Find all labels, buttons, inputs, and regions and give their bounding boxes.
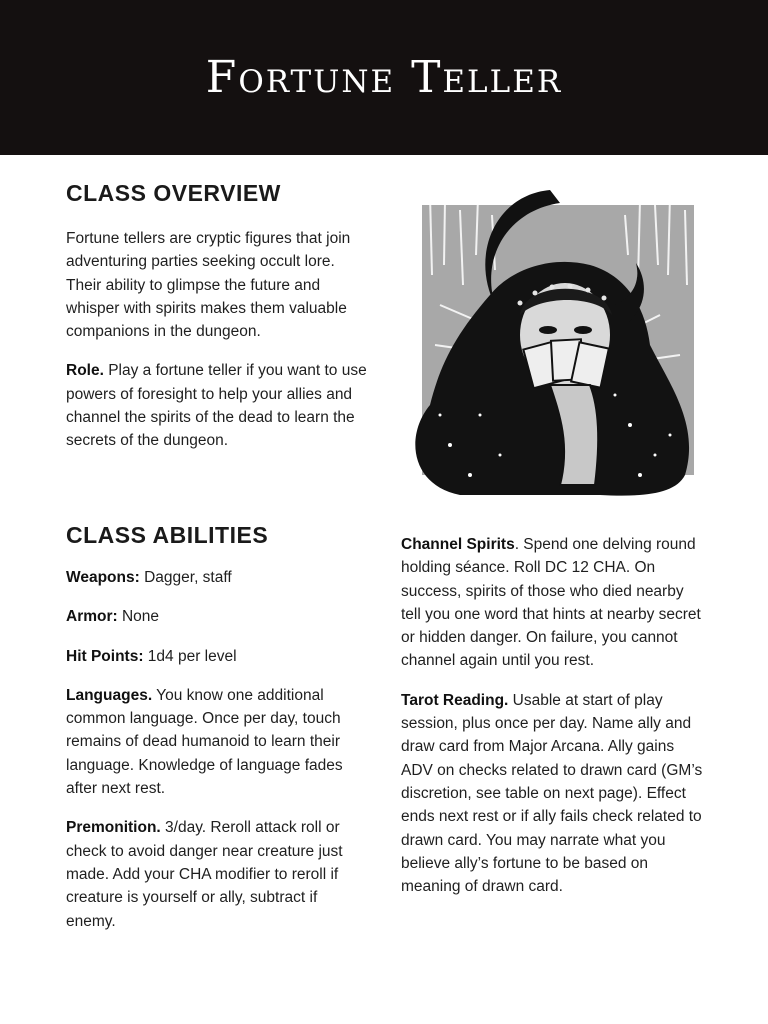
weapons-label: Weapons: [66, 569, 140, 586]
page-header [0, 0, 768, 155]
languages-paragraph [66, 684, 370, 800]
channel-spirits-label: Channel Spirits [401, 536, 515, 553]
role-text: Play a fortune teller if you want to use powers of foresight to help your allies and channel the spirits of the dead to learn the secrets of the dungeon. [66, 362, 367, 450]
armor-label: Armor: [66, 608, 118, 626]
abilities-right-column [401, 533, 706, 898]
abilities-left-column [66, 566, 370, 933]
weapons-text: Dagger, staff [139, 569, 232, 586]
tarot-reading-label: Tarot Reading. [401, 691, 509, 709]
premonition-label: Premonition. [66, 819, 161, 837]
tarot-reading-paragraph [401, 689, 706, 899]
armor-paragraph [66, 605, 370, 628]
page-title: Fortune Teller [205, 52, 563, 103]
hit-points-paragraph [66, 645, 370, 668]
abilities-heading: CLASS ABILITIES [66, 522, 269, 548]
overview-heading: CLASS OVERVIEW [66, 180, 281, 206]
premonition-paragraph [66, 816, 370, 932]
hit-points-label: Hit Points: [66, 647, 144, 665]
armor-text: None [117, 608, 160, 626]
role-label: Role. [66, 362, 104, 380]
premonition-text: 3/day. Reroll attack roll or check to avoid danger near creature just made. Add your CHA modifier to reroll if creature is yourself or ally, subtract if enemy. [66, 819, 343, 930]
languages-text: You know one additional common language. Once per day, touch remains of dead humanoid to learn their language. Knowledge of language fades after next rest. [66, 686, 343, 798]
tarot-reading-text: Usable at start of play session, plus once per day. Name ally and draw card from Major Arcana. Ally gains ADV on checks related to drawn card (GM’s discretion, see table on next page). Effect ends next rest or if ally fails check related to drawn card. You may narrate what you believe ally’s fortune to be based on meaning of drawn card. [401, 691, 703, 896]
languages-label: Languages. [66, 686, 153, 704]
illustration-svg [400, 185, 702, 500]
weapons-paragraph [66, 566, 370, 589]
role-paragraph [66, 359, 370, 452]
channel-spirits-text: . Spend one delving round holding séance. Roll DC 12 CHA. On success, spirits of those who died nearby tell you one word that hints at nearby secret or hidden danger. On failure, you cannot channel again until you rest. [401, 536, 701, 670]
overview-section [66, 180, 370, 453]
overview-intro: Fortune tellers are cryptic figures that join adventuring parties seeking occult lore. Their ability to glimpse the future and whisper with spirits makes them valuable companions in the dungeon. [66, 230, 351, 341]
fortune-teller-illustration [400, 185, 702, 500]
hit-points-text: 1d4 per level [143, 647, 237, 665]
channel-spirits-paragraph [401, 533, 706, 673]
